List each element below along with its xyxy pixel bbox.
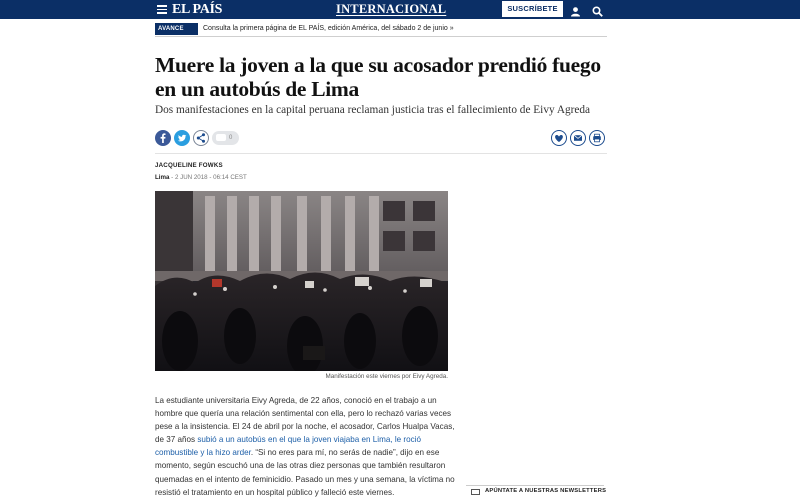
body-text-part-2: . “Si no eres para mí, no serás de nadie”, dijo en ese momento, según escuchó una de las otras diez personas que también resultaron quemadas en el intento de feminicidio. Pasado un mes y una semana, la víctima no resistió el tratamiento en un hospital público y falleció este viernes.: [155, 448, 455, 497]
divider: [155, 36, 607, 37]
menu-icon[interactable]: [157, 5, 167, 14]
envelope-icon: [471, 489, 480, 495]
newsletter-label: APÚNTATE A NUESTRAS NEWSLETTERS: [485, 488, 607, 494]
breaking-news-label: AVANCE: [155, 23, 198, 35]
comments-button[interactable]: [212, 131, 239, 145]
photo-caption: Manifestación este viernes por Eivy Agreda.: [325, 373, 448, 380]
article-headline: Muere la joven a la que su acosador prendió fuego en un autobús de Lima: [155, 53, 601, 101]
comment-count: 0: [229, 135, 233, 141]
share-icon: [194, 131, 208, 145]
related-article-link[interactable]: subió a un autobús en el que la joven viajaba en Lima, le roció combustible y la hizo arder: [155, 435, 421, 458]
user-icon[interactable]: [570, 4, 581, 15]
site-logo[interactable]: EL PAÍS: [172, 2, 223, 17]
article-body-paragraph: [155, 394, 455, 499]
facebook-icon: [155, 130, 171, 146]
email-button[interactable]: [570, 130, 586, 146]
section-title[interactable]: INTERNACIONAL: [336, 2, 447, 16]
comments-icon: [216, 134, 226, 141]
body-text-part-1: La estudiante universitaria Eivy Agreda, de 22 años, conoció en el trabajo a un hombre que quería una relación sentimental con ella, pero lo rechazó varias veces pese a la insistencia. El 24 de abril por la noche, el acosador, Carlos Hualpa Vacas, de 37 años: [155, 396, 455, 445]
article-photo: [155, 191, 448, 371]
facebook-share-button[interactable]: [155, 130, 171, 146]
newsletter-signup[interactable]: [466, 485, 607, 497]
heart-icon: [552, 131, 566, 145]
search-icon[interactable]: [592, 4, 603, 15]
subscribe-button[interactable]: SUSCRÍBETE: [502, 1, 563, 17]
print-icon: [590, 131, 604, 145]
article-location: Lima: [155, 174, 170, 181]
twitter-icon: [174, 130, 190, 146]
article-subheadline: Dos manifestaciones en la capital peruana reclaman justicia tras el fallecimiento de Eivy Agreda: [155, 104, 591, 116]
share-more-button[interactable]: [193, 130, 209, 146]
article-dateline: [155, 174, 247, 181]
save-button[interactable]: [551, 130, 567, 146]
divider: [155, 153, 607, 154]
top-navigation-bar: [0, 0, 800, 19]
print-button[interactable]: [589, 130, 605, 146]
mail-icon: [571, 131, 585, 145]
twitter-share-button[interactable]: [174, 130, 190, 146]
author-name[interactable]: JACQUELINE FOWKS: [155, 162, 223, 169]
breaking-news-bar[interactable]: [155, 23, 607, 35]
breaking-news-link[interactable]: Consulta la primera página de EL PAÍS, edición América, del sábado 2 de junio »: [203, 25, 454, 32]
article-date: - 2 JUN 2018 - 06:14 CEST: [169, 174, 247, 181]
